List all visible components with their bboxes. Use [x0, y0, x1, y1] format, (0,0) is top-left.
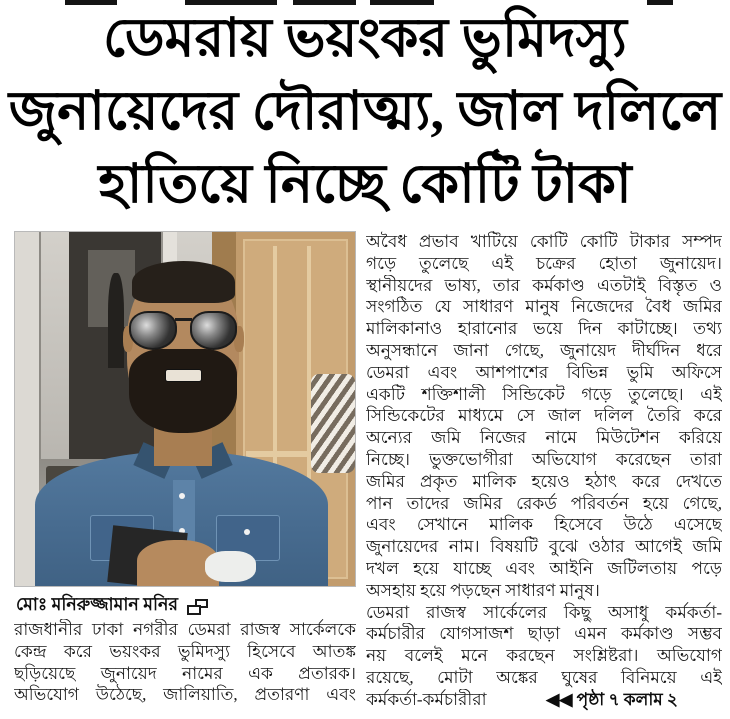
photo-hair	[132, 261, 235, 303]
article-line: অন্যের জমি নিজের নামে মিউটেশন করিয়ে	[366, 428, 722, 448]
article-left-column	[14, 619, 356, 706]
article-line: সংগঠিত যে সাধারণ মানুষ নিজেদের বৈধ জমির	[366, 297, 722, 317]
headline-line-1: ডেমরায় ভয়ংকর ভুমিদস্যু	[103, 8, 627, 68]
jump-label: পৃষ্ঠা ৭ কলাম ২	[576, 689, 678, 709]
continued-on-page-jumpline	[546, 689, 678, 711]
article-line: ডেমরা রাজস্ব সার্কেলের কিছু অসাধু কর্মকর্তা-	[366, 602, 722, 622]
photo-face	[127, 264, 239, 427]
article-line: ডেমরা এবং আশপাশের বিভিন্ন ভুমি অফিসে	[366, 362, 722, 382]
photo-silhouette	[108, 273, 125, 368]
article-line: কেন্দ্র করে ভয়ংকর ভুমিদস্যু হিসেবে আতঙ্ক	[14, 641, 356, 661]
photo-pocket-button	[244, 529, 250, 535]
jump-arrows-icon: ◀◀	[546, 689, 573, 709]
pages-icon-front-sheet	[187, 605, 201, 615]
article-line: স্থানীয়দের ভাষ্য, তার কর্মকাণ্ড এতটাই বিস্তৃত ও	[366, 275, 722, 295]
byline	[16, 592, 356, 621]
article-line: অভিযোগ উঠেছে, জালিয়াতি, প্রতারণা এবং	[14, 685, 356, 705]
article-headline	[0, 2, 730, 221]
article-right-column	[366, 231, 722, 711]
photo-shirt-button	[179, 493, 185, 499]
article-line: রাজধানীর ঢাকা নগরীর ডেমরা রাজস্ব সার্কেলকে	[14, 620, 356, 639]
article-line: অনুসন্ধানে জানা গেছে, জুনায়েদ দীর্ঘদিন ধরে	[366, 340, 722, 360]
sunglasses-left-lens	[129, 311, 176, 350]
article-line: পান তাদের জমির রেকর্ড পরিবর্তন হয়ে গেছে,	[366, 493, 722, 513]
sunglasses-bridge	[175, 318, 192, 321]
photo-beard	[129, 349, 237, 434]
headline-line-3: হাতিয়ে নিচ্ছে কোটি টাকা	[98, 154, 632, 214]
article-line-paragraph-end: অসহায় হয়ে পড়ছেন সাধারণ মানুষ।	[366, 580, 600, 600]
article-line: একটি শক্তিশালী সিন্ডিকেট গড়ে তুলেছে। এই	[366, 384, 722, 404]
article-line: এবং সেখানে মালিক হিসেবে উঠে এসেছে	[366, 515, 722, 535]
article-line: কর্মচারীর যোগসাজশ ছাড়া এমন কর্মকাণ্ড সম্ভব	[366, 624, 722, 644]
article-line: জমির প্রকৃত মালিক হয়েও হঠাৎ করে দেখতে	[366, 471, 722, 491]
article-last-line-text: কর্মকর্তা-কর্মচারীরা	[366, 689, 487, 709]
pages-icon	[187, 599, 208, 615]
article-line: নয় বলেই মনে করছেন সংশ্লিষ্টরা। অভিযোগ	[366, 646, 722, 666]
article-last-line	[366, 689, 722, 711]
article-line: অবৈধ প্রভাব খাটিয়ে কোটি কোটি টাকার সম্পদ	[366, 232, 722, 251]
article-line: সিন্ডিকেটের মাধ্যমে সে জাল দলিল তৈরি করে	[366, 406, 722, 426]
article-line: নিচ্ছে। ভুক্তভোগীরা অভিযোগ করেছেন তারা	[366, 449, 722, 469]
sunglasses	[129, 311, 237, 350]
article-line: ছড়িয়েছে জুনায়েদ নামের এক প্রতারক।	[14, 663, 356, 683]
article-line: মালিকানাও হারানোর ভয়ে দিন কাটাচ্ছে। তথ্য	[366, 319, 722, 339]
headline-line-2: জুনায়েদের দৌরাত্ম্য, জাল দলিলে	[8, 81, 722, 141]
suspect-photo	[14, 231, 356, 587]
photo-mouth	[165, 369, 202, 383]
article-line: রয়েছে, মোটা অঙ্কের ঘুষের বিনিময়ে এই	[366, 667, 722, 687]
photo-white-cloth	[205, 551, 256, 583]
article-line: জুনায়েদের নাম। বিষয়টি বুঝে ওঠার আগেই জমি	[366, 537, 722, 557]
photo-striped-sleeve	[311, 374, 355, 473]
article-line: গড়ে তুলেছে এই চক্রের হোতা জুনায়েদ।	[366, 253, 722, 273]
sunglasses-right-lens	[190, 311, 237, 350]
byline-name: মোঃ মনিরুজ্জামান মনির	[16, 594, 179, 614]
article-line: দখল হয়ে যাচ্ছে এবং আইনি জটিলতায় পড়ে	[366, 558, 722, 578]
